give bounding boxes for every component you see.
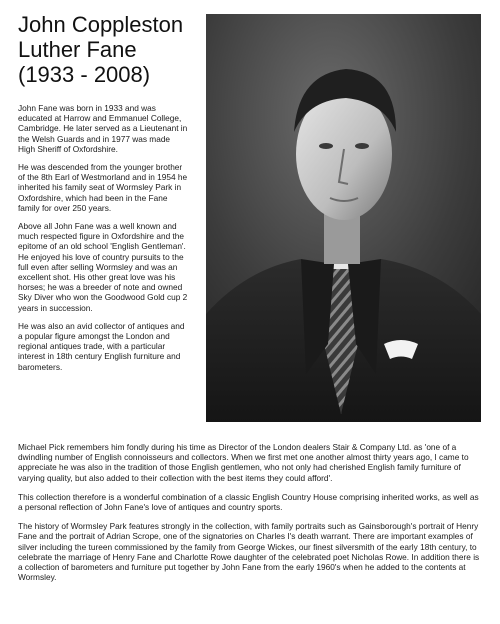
title-name-line1: John Coppleston [18, 12, 184, 37]
left-column [18, 12, 188, 372]
portrait-image [206, 14, 481, 422]
portrait-photo [206, 14, 481, 422]
biography-paragraph-3: Above all John Fane was a well known and much respected figure in Oxfordshire and the epitome of an old school 'English Gentleman'. He enjoyed his love of country pursuits to the full even after selling Wormsley and was an excellent shot. His other great love was his horses; he was a breeder of note and owned Sky Diver who won the Goodwood Gold cup 2 years in succession. [18, 221, 188, 313]
biography [18, 103, 188, 372]
biography-paragraph-4: He was also an avid collector of antiques and a popular figure amongst the London and regional antiques trade, with a particular interest in 18th century English furniture and barometers. [18, 320, 185, 372]
collection-paragraph-1: Michael Pick remembers him fondly during his time as Director of the London dealers Stair & Company Ltd. as 'one of a dwindling number of English connoisseurs and collectors. When we first met one another almost thirty years ago, I came to appreciate he was also in the tradition of those English gentlemen, who not only had cherished English family furniture of varying quality, but also added to their collection with the best items they could afford'. [18, 442, 469, 483]
biography-paragraph-2: He was descended from the younger brother of the 8th Earl of Westmorland and in 1954 he inherited his family seat of Wormsley Park in Oxfordshire, which had been in the Fane family for over 250 years. [18, 162, 188, 213]
title-years: (1933 - 2008) [18, 62, 151, 87]
page-title [18, 12, 188, 87]
collection-paragraph-3: The history of Wormsley Park features strongly in the collection, with family portraits such as Gainsborough's portrait of Henry Fane and the portrait of Adrian Scrope, one of the signatories on Charles I's death warrant. There are important examples of silver including the tureen commissioned by the family from George Wickes, our finest silversmith of the early 18th century, to celebrate the marriage of Henry Fane and Charlotte Rowe daughter of the celebrated poet Nicholas Rowe. In addition there is a collection of barometers and furniture put together by John Fane from the early 1960's when he added to the contents at Wormsley. [18, 521, 480, 583]
title-name-line2: Luther Fane [18, 37, 137, 62]
collection-paragraph-2: This collection therefore is a wonderful combination of a classic English Country House comprising inherited works, as well as a personal reflection of John Fane's love of antiques and country sports. [18, 491, 479, 513]
collection-text [18, 442, 484, 591]
biography-paragraph-1: John Fane was born in 1933 and was educated at Harrow and Emmanuel College, Cambridge. He later served as a Lieutenant in the Welsh Guards and in 1977 was made High Sheriff of Oxfordshire. [18, 103, 188, 154]
